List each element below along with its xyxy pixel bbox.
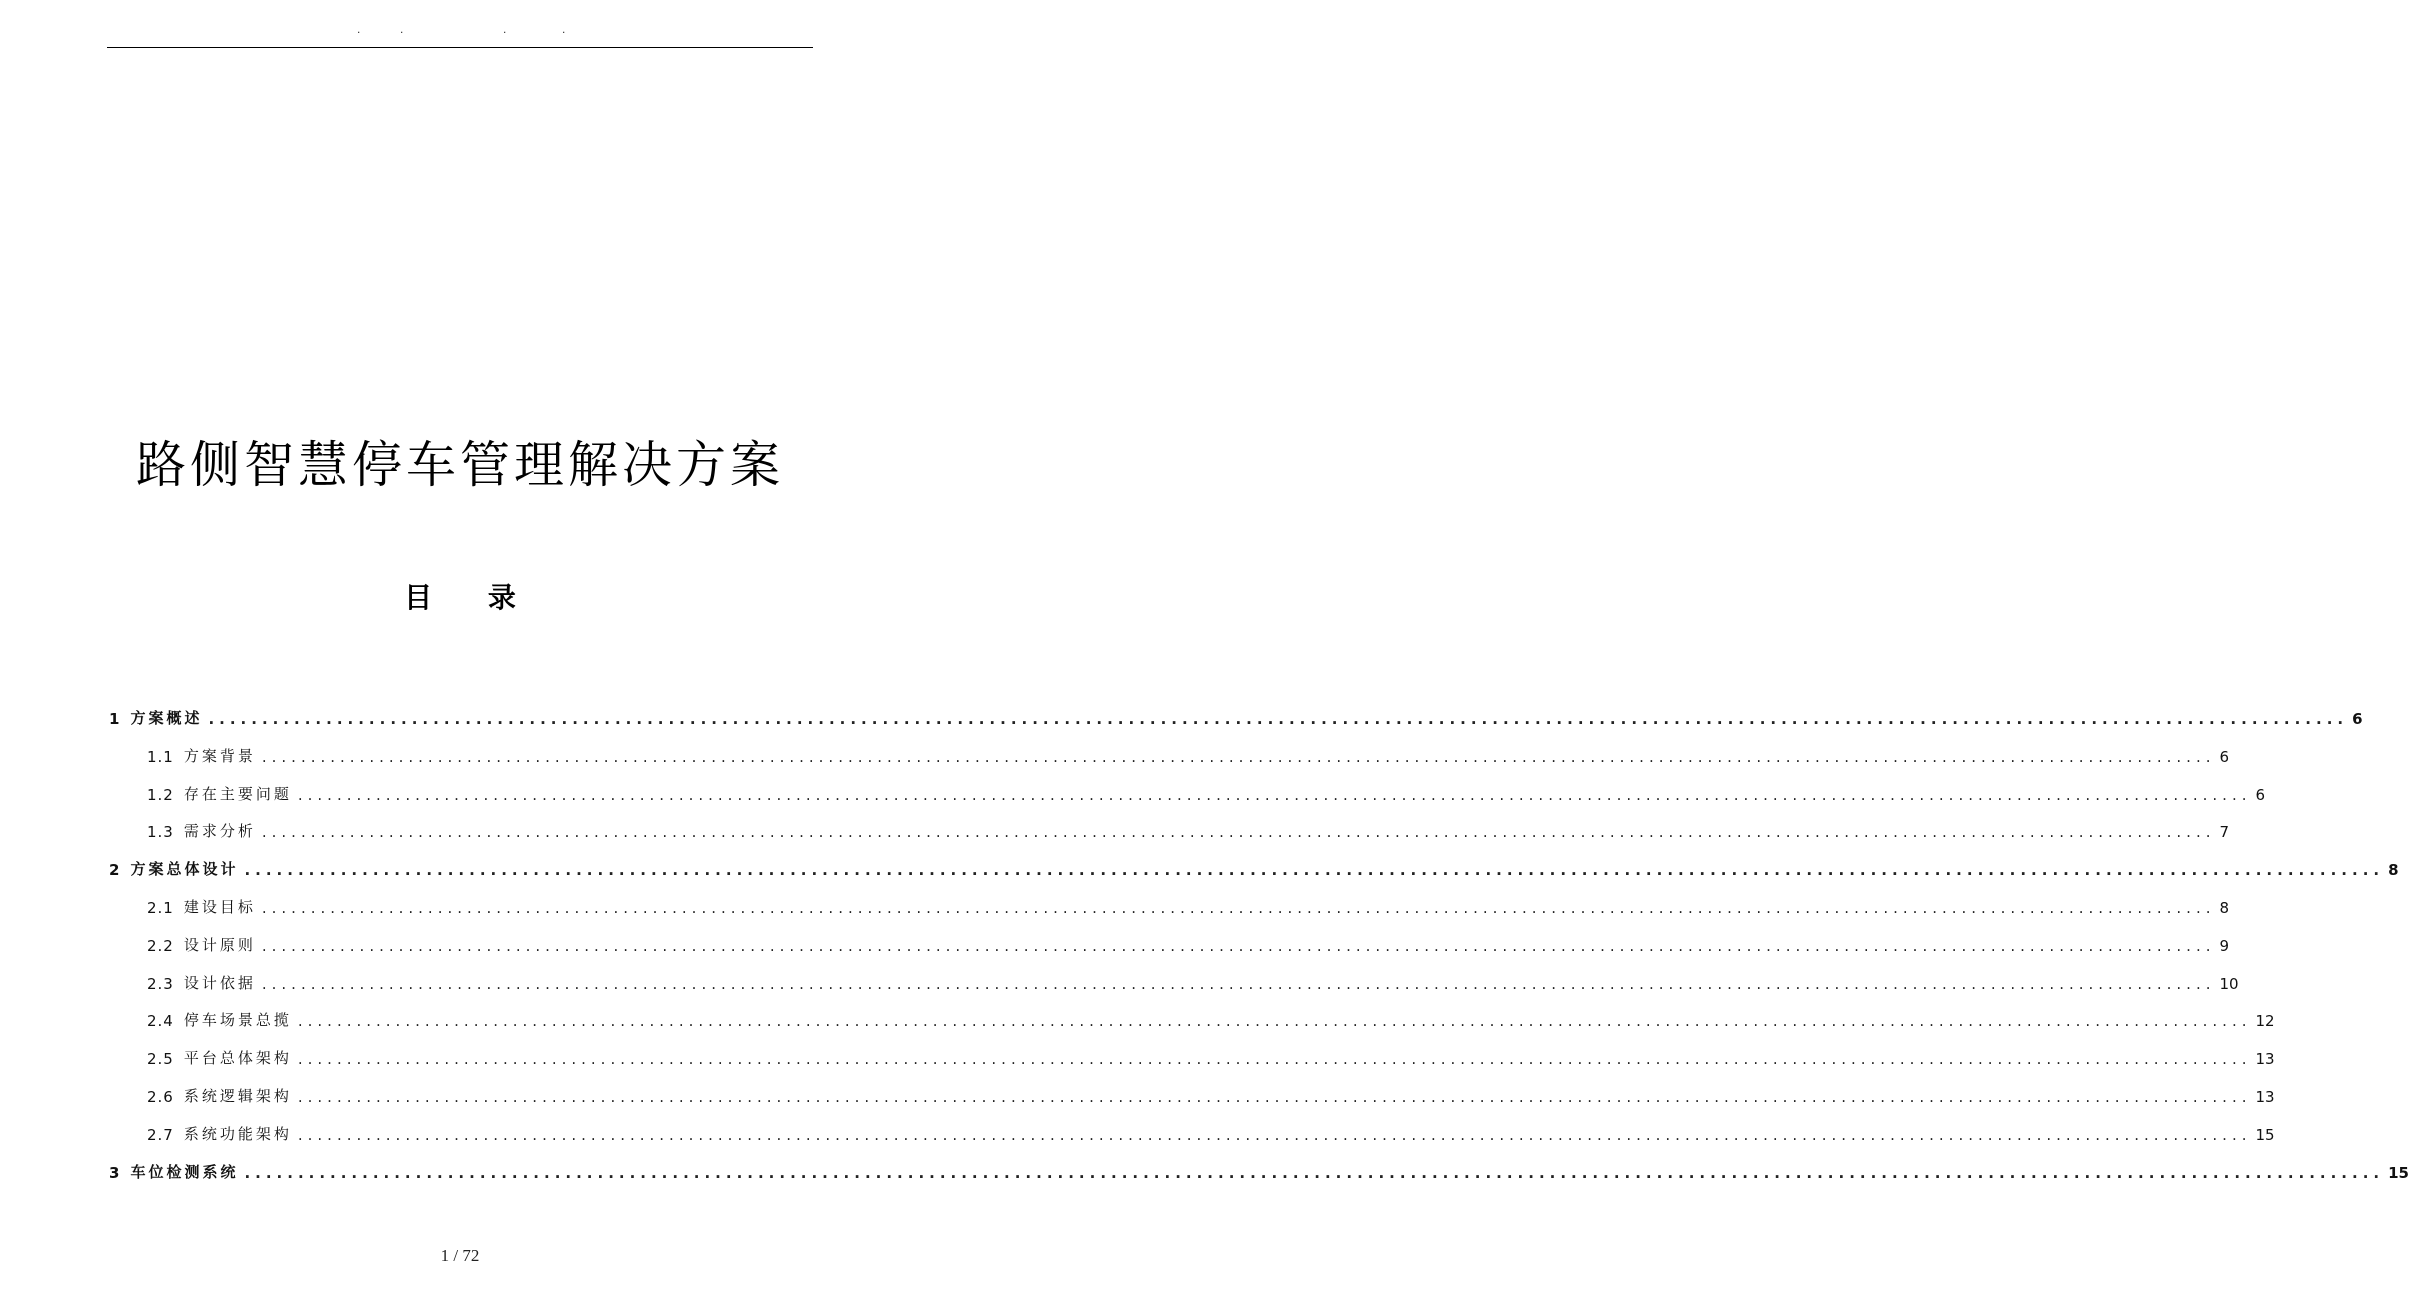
toc-entry-title: 设计原则 <box>183 935 256 954</box>
toc-entry-page: 12 <box>2255 1012 2275 1031</box>
toc-entry[interactable] <box>147 1116 2275 1144</box>
toc-entry-number: 2.2 <box>147 936 174 955</box>
toc-entry-page: 6 <box>2255 785 2266 804</box>
toc-entry-number: 2.5 <box>147 1050 174 1069</box>
toc-entry[interactable] <box>147 965 2239 993</box>
header-dot: . <box>562 22 566 36</box>
toc-entry-number: 2 <box>109 861 121 880</box>
toc-entry-title: 系统逻辑架构 <box>183 1087 292 1105</box>
toc-entry-page: 10 <box>2219 974 2239 993</box>
toc-entry-page: 6 <box>2219 747 2230 766</box>
toc-entry[interactable] <box>147 889 2230 917</box>
toc-entry-title: 设计依据 <box>183 973 256 992</box>
toc-entry-title: 方案背景 <box>183 746 256 765</box>
toc-entry-number: 1.3 <box>147 823 174 842</box>
toc-entry-page: 8 <box>2219 899 2230 917</box>
toc-entry-page: 15 <box>2255 1125 2275 1144</box>
toc-entry[interactable] <box>147 1002 2275 1031</box>
toc-heading: 目 录 <box>404 581 516 614</box>
toc-entry-title: 建设目标 <box>183 898 256 916</box>
toc-entry-title: 系统功能架构 <box>183 1124 292 1143</box>
toc-entry-number: 2.4 <box>147 1012 174 1031</box>
toc-entry[interactable] <box>147 1040 2275 1069</box>
toc-dot-leader: ........................................................................................................................................................................................................ <box>261 974 2216 993</box>
toc-entry[interactable] <box>147 1078 2275 1106</box>
toc-entry[interactable] <box>109 851 2399 880</box>
toc-dot-leader: ........................................................................................................................................................................................................ <box>297 1125 2252 1144</box>
toc-entry-title: 方案总体设计 <box>130 860 239 879</box>
toc-dot-leader: ........................................................................................................................................................................................................ <box>297 785 2252 804</box>
toc-dot-leader: ........................................................................................................................................................................................................ <box>297 1088 2252 1106</box>
toc-entry[interactable] <box>109 700 2363 728</box>
page-indicator: 1 / 72 <box>440 1246 480 1265</box>
toc-entry-number: 1.1 <box>147 747 174 766</box>
toc-entry-title: 车位检测系统 <box>130 1162 239 1181</box>
toc-dot-leader: ........................................................................................................................................................................................................ <box>261 899 2216 917</box>
toc-dot-leader: ........................................................................................................................................................................................................ <box>261 823 2216 842</box>
toc-entry-number: 2.7 <box>147 1125 174 1144</box>
header-dot: . <box>400 22 404 36</box>
header-dot: . <box>357 22 361 36</box>
toc-dot-leader: ........................................................................................................................................................................................................ <box>297 1012 2252 1031</box>
toc-entry-number: 1.2 <box>147 785 174 804</box>
toc-entry-page: 7 <box>2219 823 2230 842</box>
toc-entry[interactable] <box>147 813 2230 842</box>
toc-entry-title: 方案概述 <box>130 709 203 727</box>
header-dots <box>0 22 920 38</box>
toc-dot-leader: ........................................................................................................................................................................................................ <box>297 1050 2252 1069</box>
document-title: 路侧智慧停车管理解决方案 <box>136 436 784 494</box>
toc-dot-leader: ........................................................................................................................................................................................................ <box>261 747 2216 766</box>
toc-entry-page: 15 <box>2388 1163 2409 1182</box>
toc-dot-leader: ........................................................................................................................................................................................................ <box>244 1163 2385 1182</box>
toc-entry-page: 13 <box>2255 1088 2275 1106</box>
toc-entry[interactable] <box>147 776 2266 804</box>
toc-entry-page: 13 <box>2255 1050 2275 1069</box>
toc-entry[interactable] <box>147 738 2230 766</box>
toc-dot-leader: ........................................................................................................................................................................................................ <box>244 861 2385 880</box>
header-divider <box>107 47 813 48</box>
toc-entry-number: 2.1 <box>147 899 174 917</box>
toc-entry[interactable] <box>109 1154 2409 1182</box>
toc-entry-number: 2.3 <box>147 974 174 993</box>
toc-entry-title: 停车场景总揽 <box>183 1011 292 1030</box>
toc-entry-number: 1 <box>109 710 121 728</box>
toc-dot-leader: ........................................................................................................................................................................................................ <box>261 936 2216 955</box>
toc-entry-title: 平台总体架构 <box>183 1049 292 1068</box>
toc-entry[interactable] <box>147 927 2230 955</box>
toc-entry-number: 3 <box>109 1163 121 1182</box>
toc-entry-page: 9 <box>2219 936 2230 955</box>
toc-dot-leader: ........................................................................................................................................................................................................ <box>208 710 2349 728</box>
toc-entry-page: 8 <box>2388 861 2399 880</box>
toc-entry-title: 需求分析 <box>183 822 256 841</box>
toc-entry-title: 存在主要问题 <box>183 784 292 803</box>
toc-entry-page: 6 <box>2352 710 2363 728</box>
toc-entry-number: 2.6 <box>147 1088 174 1106</box>
header-dot: . <box>503 22 507 36</box>
